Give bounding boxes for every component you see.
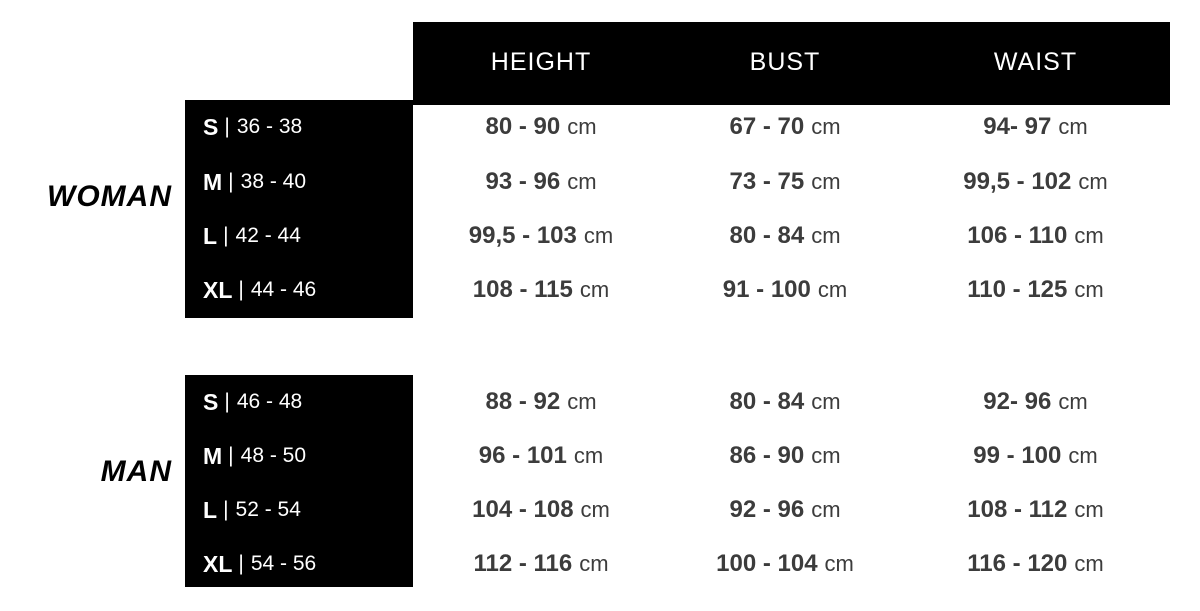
size-cell [185,483,413,537]
table-row [185,155,1170,209]
eu-size: 42 - 44 [235,224,301,247]
unit-label: cm [824,551,854,576]
column-header-waist: WAIST [993,48,1078,76]
size-label: XL [203,550,233,577]
size-label: M [203,168,223,195]
eu-size: 36 - 38 [236,115,303,138]
waist-value: 94- 97 [983,113,1052,140]
size-cell [185,100,413,154]
bust-value: 92 - 96 [729,496,805,523]
unit-label: cm [811,389,841,414]
size-label: S [203,113,219,140]
bust-cell [669,100,901,154]
waist-cell [901,537,1170,591]
group-label-woman: WOMAN [47,180,172,213]
height-value: 99,5 - 103 [468,222,577,249]
unit-label: cm [583,223,614,248]
bust-value: 67 - 70 [729,113,805,140]
height-value: 80 - 90 [485,113,561,140]
height-cell [413,263,669,317]
unit-label: cm [1074,277,1104,302]
size-separator: | [224,115,230,138]
bust-cell [669,209,901,263]
height-cell [413,100,669,154]
bust-cell [669,263,901,317]
size-separator: | [238,278,244,301]
height-value: 88 - 92 [485,388,561,415]
size-label: M [203,442,223,469]
table-row [185,100,1170,154]
waist-value: 108 - 112 [967,496,1068,523]
height-cell [413,375,669,429]
waist-cell [901,375,1170,429]
column-header-bust: BUST [749,48,821,76]
unit-label: cm [811,114,841,139]
unit-label: cm [579,551,609,576]
bust-value: 91 - 100 [722,276,811,303]
bust-cell [669,429,901,483]
unit-label: cm [579,277,610,302]
height-value: 93 - 96 [485,168,561,195]
height-cell [413,537,669,591]
size-separator: | [223,498,229,521]
size-cell [185,537,413,591]
waist-cell [901,263,1170,317]
size-cell [185,209,413,263]
height-value: 104 - 108 [472,496,574,523]
size-label: L [203,496,218,523]
height-cell [413,209,669,263]
table-row [185,429,1170,483]
size-cell [185,263,413,317]
column-header-height: HEIGHT [490,48,592,76]
unit-label: cm [811,223,841,248]
bust-value: 80 - 84 [729,222,805,249]
waist-value: 110 - 125 [967,276,1068,303]
size-cell [185,155,413,209]
waist-value: 99 - 100 [973,442,1062,469]
waist-cell [901,483,1170,537]
eu-size: 54 - 56 [250,552,317,575]
table-row [185,483,1170,537]
size-separator: | [238,552,244,575]
unit-label: cm [1074,497,1104,522]
eu-size: 38 - 40 [240,170,307,193]
height-value: 112 - 116 [473,550,573,577]
size-separator: | [223,224,229,247]
bust-cell [669,537,901,591]
unit-label: cm [811,443,841,468]
height-cell [413,155,669,209]
unit-label: cm [1058,114,1088,139]
unit-label: cm [567,169,597,194]
unit-label: cm [1078,169,1108,194]
size-label: L [203,222,218,249]
waist-cell [901,209,1170,263]
size-separator: | [228,170,234,193]
unit-label: cm [811,497,841,522]
bust-value: 80 - 84 [729,388,805,415]
size-cell [185,429,413,483]
table-row [185,209,1170,263]
unit-label: cm [567,389,597,414]
height-value: 108 - 115 [472,276,573,303]
eu-size: 48 - 50 [240,444,307,467]
waist-cell [901,100,1170,154]
height-cell [413,429,669,483]
size-separator: | [224,390,230,413]
waist-value: 92- 96 [983,388,1052,415]
bust-value: 73 - 75 [729,168,805,195]
group-label-man: MAN [100,455,172,488]
unit-label: cm [817,277,848,302]
unit-label: cm [1074,223,1104,248]
eu-size: 46 - 48 [236,390,303,413]
table-row [185,537,1170,591]
height-value: 96 - 101 [478,442,567,469]
size-cell [185,375,413,429]
unit-label: cm [1058,389,1088,414]
bust-value: 100 - 104 [716,550,818,577]
bust-value: 86 - 90 [729,442,805,469]
eu-size: 52 - 54 [235,498,301,521]
size-label: S [203,388,219,415]
size-label: XL [203,276,233,303]
unit-label: cm [580,497,610,522]
eu-size: 44 - 46 [250,278,317,301]
unit-label: cm [811,169,841,194]
unit-label: cm [1068,443,1098,468]
table-row [185,375,1170,429]
bust-cell [669,483,901,537]
bust-cell [669,155,901,209]
waist-value: 99,5 - 102 [963,168,1072,195]
unit-label: cm [573,443,604,468]
size-separator: | [228,444,234,467]
waist-value: 106 - 110 [967,222,1068,249]
table-row [185,263,1170,317]
unit-label: cm [1074,551,1104,576]
bust-cell [669,375,901,429]
waist-cell [901,429,1170,483]
height-cell [413,483,669,537]
waist-value: 116 - 120 [967,550,1068,577]
waist-cell [901,155,1170,209]
unit-label: cm [567,114,597,139]
